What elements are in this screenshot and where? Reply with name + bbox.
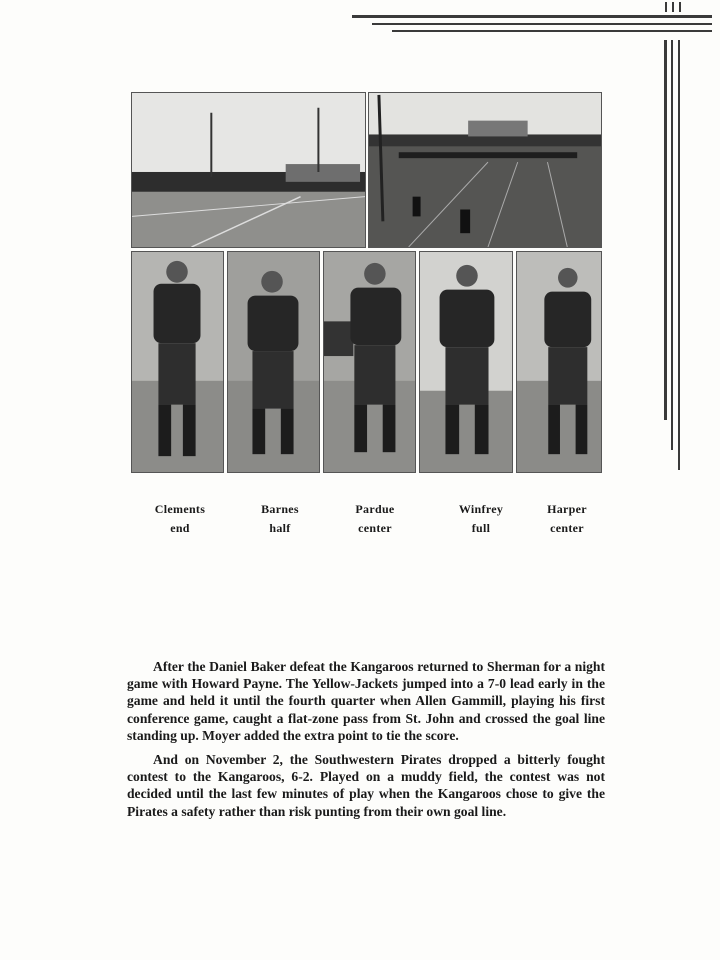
vertical-rule <box>672 2 674 12</box>
player-caption <box>225 500 335 538</box>
player-position: end <box>170 521 190 535</box>
game-narrative <box>127 658 605 827</box>
player-photo-winfrey <box>419 251 513 473</box>
vertical-rule <box>679 2 681 12</box>
vertical-rule <box>665 2 667 12</box>
player-photo-harper <box>516 251 602 473</box>
player-caption <box>125 500 235 538</box>
player-position: half <box>269 521 291 535</box>
player-photo-barnes <box>227 251 320 473</box>
stadium-crowd-photo <box>131 92 366 248</box>
vertical-rule <box>664 40 667 420</box>
player-position: center <box>358 521 392 535</box>
player-name: Barnes <box>261 502 299 516</box>
paragraph: After the Daniel Baker defeat the Kangaroos returned to Sherman for a night game with Howard Payne. The Yellow-Jackets jumped into a 7-0 lead early in the game and held it until the fourth quarter when Allen Gammill, playing his first conference game, caught a flat-zone pass from St. John and crossed the goal line standing up. Moyer added the extra point to tie the score. <box>127 659 605 743</box>
player-name: Clements <box>154 502 206 516</box>
player-name: Harper <box>547 502 587 516</box>
player-position: center <box>550 521 584 535</box>
paragraph: And on November 2, the Southwestern Pirates dropped a bitterly fought contest to the Kangaroos, 6-2. Played on a muddy field, the contest was not decided until the last few minutes of play when the Kangaroos chose to give the Pirates a safety rather than risk punting from their own goal line. <box>127 752 605 819</box>
player-photo-clements <box>131 251 224 473</box>
vertical-rule <box>671 40 673 450</box>
player-photo-pardue <box>323 251 416 473</box>
player-position: full <box>471 521 491 535</box>
horizontal-rule <box>352 15 712 18</box>
player-name: Pardue <box>355 502 395 516</box>
vertical-rule <box>678 40 680 470</box>
horizontal-rule <box>372 23 712 25</box>
player-caption <box>320 500 430 538</box>
field-lineup-photo <box>368 92 602 248</box>
horizontal-rule <box>392 30 712 32</box>
player-name: Winfrey <box>458 502 504 516</box>
player-caption <box>512 500 622 538</box>
